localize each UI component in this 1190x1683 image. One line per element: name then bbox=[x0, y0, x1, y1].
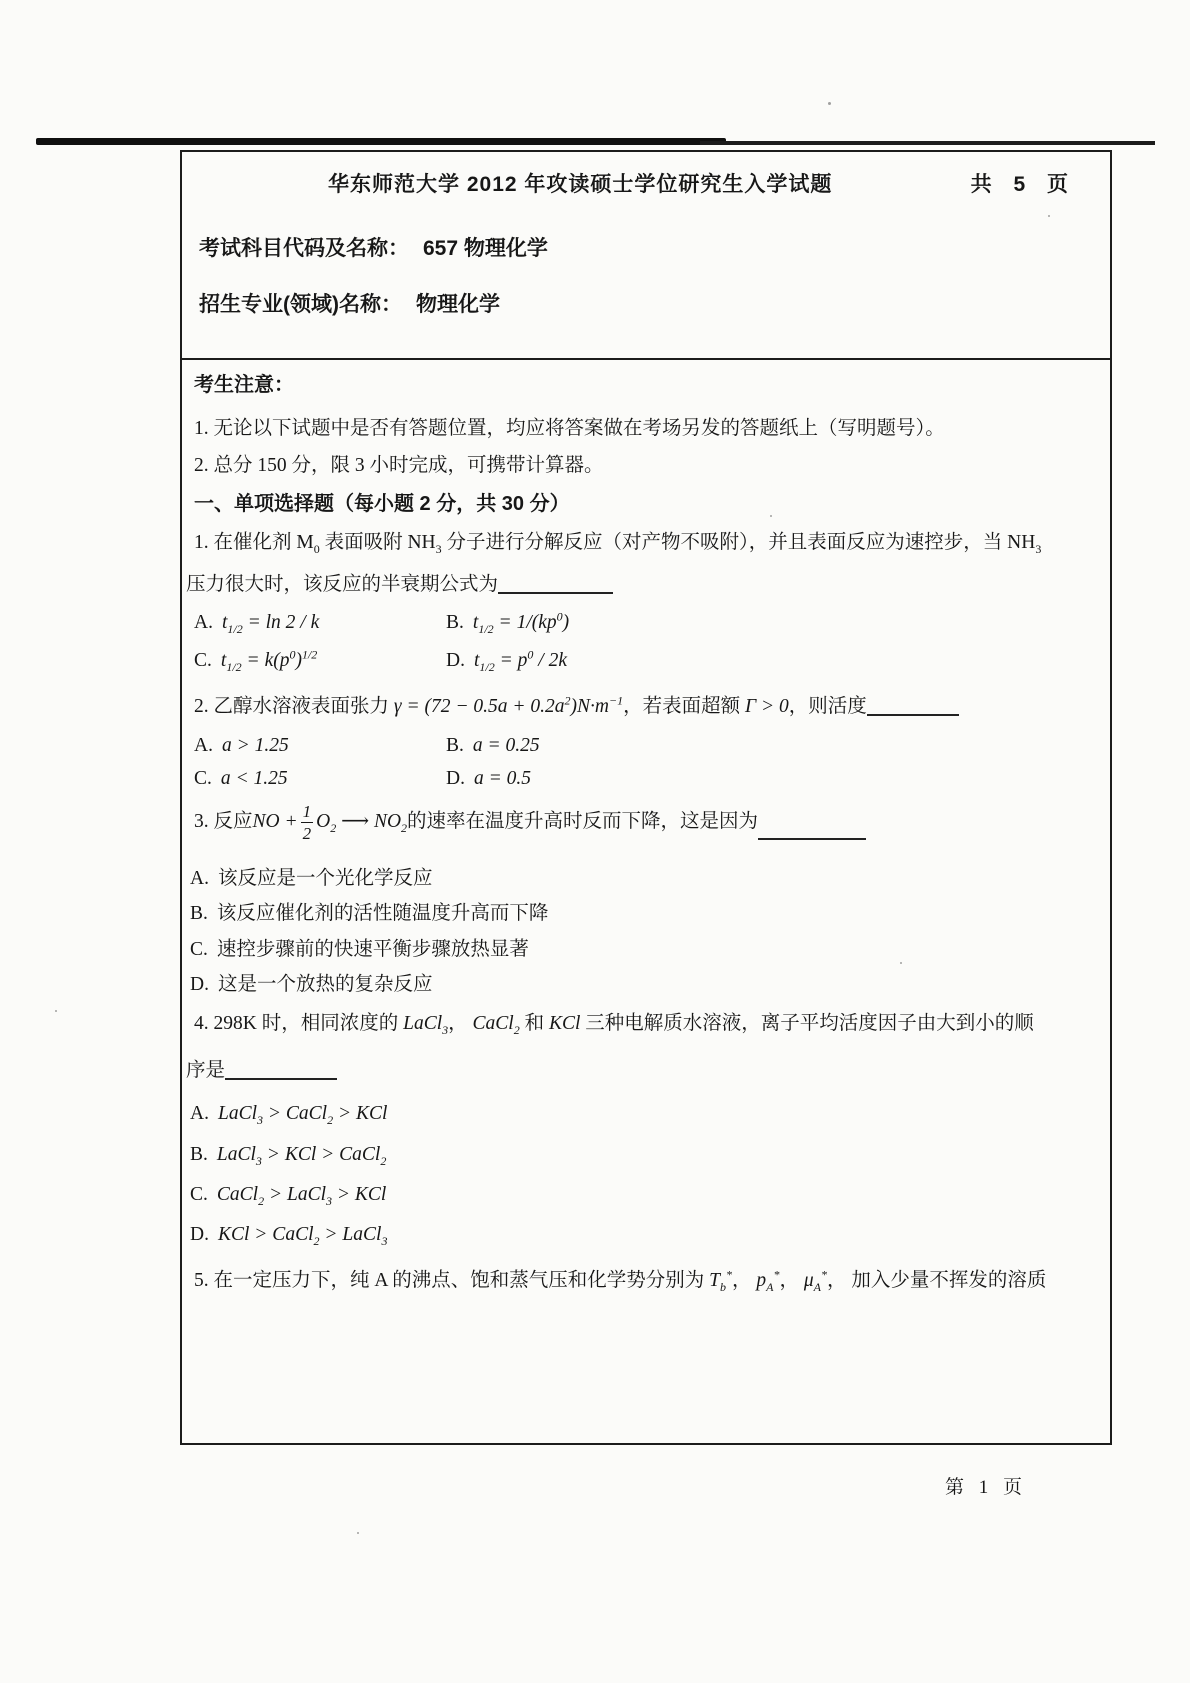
option-b: B. a = 0.25 bbox=[446, 735, 540, 756]
question-4-stem-line-1: 4. 298K 时，相同浓度的 LaCl$_3$， CaCl$_2$ 和 KCl 三种电解质水溶液，离子平均活度因子由大到小的顺 bbox=[194, 1013, 1034, 1037]
question-2-options-row-1 bbox=[194, 735, 1102, 757]
answer-blank-q4 bbox=[225, 1066, 337, 1080]
question-3-option-c: C. 速控步骤前的快速平衡步骤放热显著 bbox=[190, 939, 529, 960]
fraction-one-half: $\frac{1}{2}$ bbox=[302, 801, 312, 843]
subject-label: 考试科目代码及名称： bbox=[199, 237, 409, 260]
answer-blank-q1 bbox=[498, 580, 613, 594]
question-3-option-a: A. 该反应是一个光化学反应 bbox=[190, 868, 433, 889]
scan-artifact-streak-right bbox=[700, 141, 1155, 145]
header-box bbox=[182, 152, 1110, 360]
scan-speck bbox=[357, 1532, 359, 1534]
answer-blank-q2 bbox=[867, 702, 959, 716]
option-a: A. a > 1.25 bbox=[194, 735, 289, 756]
scan-speck bbox=[55, 1010, 57, 1012]
question-5-stem: 5. 在一定压力下，纯 A 的沸点、饱和蒸气压和化学势分别为 $T_b^*$， $p_A^*$， $\mu_A^*$， 加入少量不挥发的溶质 bbox=[194, 1267, 1047, 1294]
option-c: C. $t_{1/2} = k(p^0)^{1/2}$ bbox=[194, 647, 318, 674]
question-area bbox=[182, 360, 1110, 1443]
notice-heading: 考生注意： bbox=[194, 374, 294, 396]
major-label: 招生专业(领域)名称： bbox=[199, 293, 402, 316]
option-b: B. $t_{1/2} = 1/(kp^0)$ bbox=[446, 609, 570, 636]
major-value: 物理化学 bbox=[416, 293, 500, 316]
question-3-stem: 3. 反应 NO + $\frac{1}{2}$ $O_2$ ⟶ $NO_2$ 的速率在温度升高时反而下降，这是因为 bbox=[194, 798, 1102, 846]
question-4-option-b: B. LaCl$_3$ > KCl > CaCl$_2$ bbox=[190, 1144, 387, 1168]
question-3-option-b: B. 该反应催化剂的活性随温度升高而下降 bbox=[190, 903, 549, 924]
option-d: D. a = 0.5 bbox=[446, 768, 532, 789]
question-1-stem-line-1: 1. 在催化剂 $M_0$ 表面吸附 $NH_3$ 分子进行分解反应（对产物不吸附），并且表面反应为速控步，当 $NH_3$ bbox=[194, 532, 1042, 556]
notice-item-2: 2. 总分 150 分，限 3 小时完成，可携带计算器。 bbox=[194, 455, 604, 476]
section-heading: 一、单项选择题（每小题 2 分，共 30 分） bbox=[194, 493, 570, 515]
exam-sheet-border bbox=[180, 150, 1112, 1445]
page-title: 华东师范大学 2012 年攻读硕士学位研究生入学试题 bbox=[328, 173, 833, 196]
page-number: 第 1 页 bbox=[945, 1477, 1023, 1498]
scan-speck bbox=[828, 102, 831, 105]
question-4-stem-line-2: 序是 bbox=[186, 1060, 1102, 1082]
answer-blank-q3 bbox=[758, 826, 866, 840]
question-2-options-row-2 bbox=[194, 768, 1102, 790]
option-c: C. a < 1.25 bbox=[194, 768, 288, 789]
question-3-option-d: D. 这是一个放热的复杂反应 bbox=[190, 974, 433, 995]
question-1-stem-line-2: 压力很大时，该反应的半衰期公式为 bbox=[186, 574, 1102, 596]
question-4-option-a: A. LaCl$_3$ > CaCl$_2$ > KCl bbox=[190, 1103, 388, 1127]
question-1-options-row-2 bbox=[194, 647, 1102, 674]
option-a: A. $t_{1/2} = \ln 2 / k$ bbox=[194, 612, 320, 636]
subject-value: 657 物理化学 bbox=[423, 237, 548, 260]
question-4-option-c: C. CaCl$_2$ > LaCl$_3$ > KCl bbox=[190, 1184, 387, 1208]
total-pages-label: 共 5 页 bbox=[970, 173, 1068, 196]
option-d: D. $t_{1/2} = p^0 / 2k$ bbox=[446, 647, 567, 674]
question-1-options-row-1 bbox=[194, 609, 1102, 636]
subject-line bbox=[199, 232, 548, 262]
major-line bbox=[199, 288, 500, 318]
question-2-stem: 2. 乙醇水溶液表面张力 $\gamma = (72 - 0.5a + 0.2a^2)N\cdot m^{-1}$，若表面超额 Γ > 0，则活度 bbox=[194, 696, 1102, 718]
notice-item-1: 1. 无论以下试题中是否有答题位置，均应将答案做在考场另发的答题纸上（写明题号）。 bbox=[194, 418, 945, 439]
question-4-option-d: D. KCl > CaCl$_2$ > LaCl$_3$ bbox=[190, 1224, 388, 1248]
scan-artifact-streak-left bbox=[36, 138, 726, 145]
